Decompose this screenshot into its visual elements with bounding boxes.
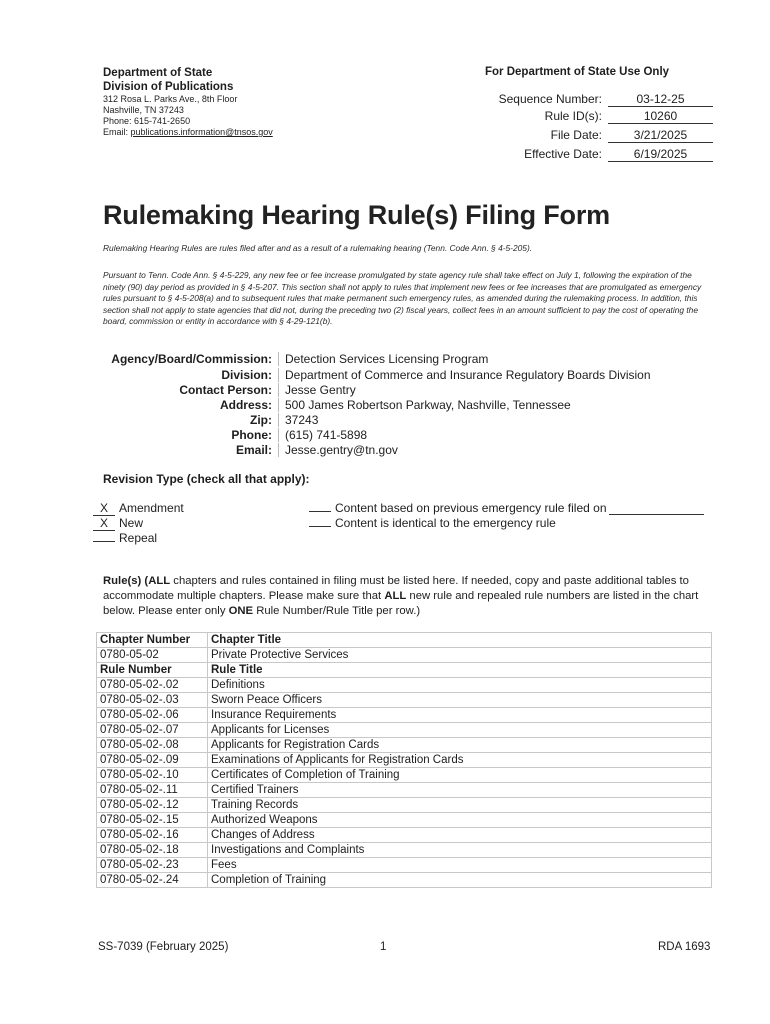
rule-title: Changes of Address	[208, 828, 712, 843]
rule-row	[97, 828, 712, 843]
repeal-label: Repeal	[119, 531, 158, 545]
phone-label: Phone:	[231, 428, 272, 442]
publications-email-label: Email:	[103, 127, 129, 137]
rule-row	[97, 843, 712, 858]
publications-phone: Phone: 615-741-2650	[103, 116, 191, 126]
rule-title: Training Records	[208, 798, 712, 813]
file-date-value: 3/21/2025	[608, 128, 713, 143]
email-value: Jesse.gentry@tn.gov	[278, 443, 398, 457]
rule-number: 0780-05-02-.12	[97, 798, 208, 813]
rule-header-row	[97, 663, 712, 678]
state-use-only-block	[485, 66, 715, 161]
rule-row	[97, 738, 712, 753]
rule-number: 0780-05-02-.15	[97, 813, 208, 828]
emergency-previous-checkmark[interactable]	[309, 511, 331, 512]
rule-id-value: 10260	[608, 109, 713, 124]
rule-title: Certified Trainers	[208, 783, 712, 798]
email-row	[100, 443, 272, 458]
rule-number: 0780-05-02-.03	[97, 693, 208, 708]
phone-row	[100, 428, 272, 443]
revision-type-title: Revision Type (check all that apply):	[103, 472, 310, 486]
state-use-only-title: For Department of State Use Only	[485, 66, 670, 78]
division-value: Department of Commerce and Insurance Regulatory Boards Division	[278, 368, 651, 382]
revision-new[interactable]	[93, 516, 143, 531]
agency-info-block	[100, 352, 660, 462]
rule-title: Completion of Training	[208, 873, 712, 888]
rda-number: RDA 1693	[658, 941, 711, 953]
rule-number: 0780-05-02-.07	[97, 723, 208, 738]
rule-title: Definitions	[208, 678, 712, 693]
rule-title: Certificates of Completion of Training	[208, 768, 712, 783]
agency-row	[100, 352, 272, 367]
rule-row	[97, 798, 712, 813]
revision-repeal[interactable]	[93, 531, 157, 545]
chapter-title: Private Protective Services	[208, 648, 712, 663]
publications-address-line1: 312 Rosa L. Parks Ave., 8th Floor	[103, 94, 238, 104]
agency-label: Agency/Board/Commission:	[111, 352, 272, 366]
rule-row	[97, 753, 712, 768]
chapter-title-header: Chapter Title	[208, 633, 712, 648]
publications-address-line2: Nashville, TN 37243	[103, 105, 184, 115]
agency-value: Detection Services Licensing Program	[278, 352, 488, 366]
division-label: Division:	[221, 368, 272, 382]
rule-number-header: Rule Number	[97, 663, 208, 678]
rule-number: 0780-05-02-.02	[97, 678, 208, 693]
division-row	[100, 368, 272, 383]
rule-title: Authorized Weapons	[208, 813, 712, 828]
email-label: Email:	[235, 443, 272, 457]
revision-emergency-identical[interactable]	[309, 516, 556, 530]
rule-number: 0780-05-02-.11	[97, 783, 208, 798]
emergency-previous-label: Content based on previous emergency rule filed on	[335, 501, 607, 515]
emergency-identical-label: Content is identical to the emergency rule	[335, 516, 556, 530]
rules-instr-bold1: ALL	[148, 575, 171, 587]
publications-contact-block	[103, 66, 273, 138]
publications-email-link[interactable]: publications.information@tnsos.gov	[130, 127, 273, 137]
rules-instr-bold2: ALL	[384, 590, 407, 602]
zip-row	[100, 413, 272, 428]
sequence-number-label: Sequence Number:	[498, 92, 602, 106]
address-row	[100, 398, 272, 413]
page-title: Rulemaking Hearing Rule(s) Filing Form	[103, 200, 610, 230]
fee-paragraph: Pursuant to Tenn. Code Ann. § 4-5-229, any new fee or fee increase promulgated by state agency rule shall take effect on July 1, following the expiration of the ninety (90) day period as provided in § 4-5-207. This section shall not apply to rules that implement new fees or fee increases that are promulgated as emergency rules pursuant to § 4-5-208(a) and to subsequent rules that make permanent such emergency rules, as amended during the rulemaking process. In addition, this section shall not apply to state agencies that did not, during the preceding two (2) fiscal years, collect fees in an amount sufficient to pay the cost of operating the board, commission or entity in accordance with § 4-29-121(b).	[103, 270, 702, 326]
repeal-checkmark[interactable]	[93, 541, 115, 542]
rule-title: Investigations and Complaints	[208, 843, 712, 858]
effective-date-value: 6/19/2025	[608, 147, 713, 162]
zip-value: 37243	[278, 413, 318, 427]
emergency-filed-date-field[interactable]	[609, 504, 704, 515]
phone-value: (615) 741-5898	[278, 428, 367, 442]
rule-row	[97, 768, 712, 783]
rule-id-label: Rule ID(s):	[544, 109, 602, 123]
page-number: 1	[380, 941, 387, 953]
rules-instr-bold3: ONE	[228, 605, 254, 617]
department-name: Department of State	[103, 67, 213, 79]
rule-number: 0780-05-02-.10	[97, 768, 208, 783]
contact-label: Contact Person:	[179, 383, 272, 397]
rules-instructions	[103, 574, 715, 619]
rule-title: Fees	[208, 858, 712, 873]
rule-row	[97, 678, 712, 693]
address-value: 500 James Robertson Parkway, Nashville, Tennessee	[278, 398, 571, 412]
effective-date-label: Effective Date:	[524, 147, 602, 161]
rule-row	[97, 708, 712, 723]
form-id: SS-7039 (February 2025)	[98, 941, 229, 953]
contact-row	[100, 383, 272, 398]
revision-emergency-previous[interactable]	[309, 501, 704, 515]
rules-table	[96, 632, 712, 888]
rule-row	[97, 693, 712, 708]
zip-label: Zip:	[250, 413, 272, 427]
file-date-label: File Date:	[550, 128, 602, 142]
rule-number: 0780-05-02-.16	[97, 828, 208, 843]
amendment-label: Amendment	[119, 501, 184, 515]
new-checkmark[interactable]: X	[93, 517, 115, 531]
contact-value: Jesse Gentry	[278, 383, 356, 397]
emergency-identical-checkmark[interactable]	[309, 526, 331, 527]
rule-number: 0780-05-02-.08	[97, 738, 208, 753]
rule-number: 0780-05-02-.18	[97, 843, 208, 858]
rule-title: Applicants for Licenses	[208, 723, 712, 738]
rule-number: 0780-05-02-.24	[97, 873, 208, 888]
rule-title: Applicants for Registration Cards	[208, 738, 712, 753]
division-name: Division of Publications	[103, 81, 234, 93]
new-label: New	[119, 516, 144, 530]
rule-title: Examinations of Applicants for Registration Cards	[208, 753, 712, 768]
rule-title: Insurance Requirements	[208, 708, 712, 723]
chapter-header-row	[97, 633, 712, 648]
rule-number: 0780-05-02-.09	[97, 753, 208, 768]
rule-title-header: Rule Title	[208, 663, 712, 678]
rules-instr-part2: chapters and rules contained in filing must be listed here. If needed, copy and paste additional tables to accommodate multiple chapters. Please make sure that	[103, 575, 689, 602]
intro-paragraph: Rulemaking Hearing Rules are rules filed after and as a result of a rulemaking hearing (Tenn. Code Ann. § 4-5-205).	[103, 243, 533, 253]
rule-row	[97, 873, 712, 888]
rule-number: 0780-05-02-.23	[97, 858, 208, 873]
rule-number: 0780-05-02-.06	[97, 708, 208, 723]
rules-instr-part1: Rule(s) (	[103, 575, 149, 587]
rule-row	[97, 783, 712, 798]
rule-title: Sworn Peace Officers	[208, 693, 712, 708]
rule-row	[97, 723, 712, 738]
sequence-number-value: 03-12-25	[608, 92, 713, 107]
chapter-number: 0780-05-02	[97, 648, 208, 663]
chapter-number-header: Chapter Number	[97, 633, 208, 648]
revision-amendment[interactable]	[93, 501, 184, 516]
rule-row	[97, 858, 712, 873]
chapter-row	[97, 648, 712, 663]
rule-row	[97, 813, 712, 828]
rules-instr-part3: new rule and repealed rule numbers are listed in the chart below. Please enter only	[103, 590, 699, 617]
rules-instr-part4: Rule Number/Rule Title per row.)	[253, 605, 421, 617]
address-label: Address:	[219, 398, 272, 412]
amendment-checkmark[interactable]: X	[93, 502, 115, 516]
publications-email-line	[103, 127, 273, 138]
